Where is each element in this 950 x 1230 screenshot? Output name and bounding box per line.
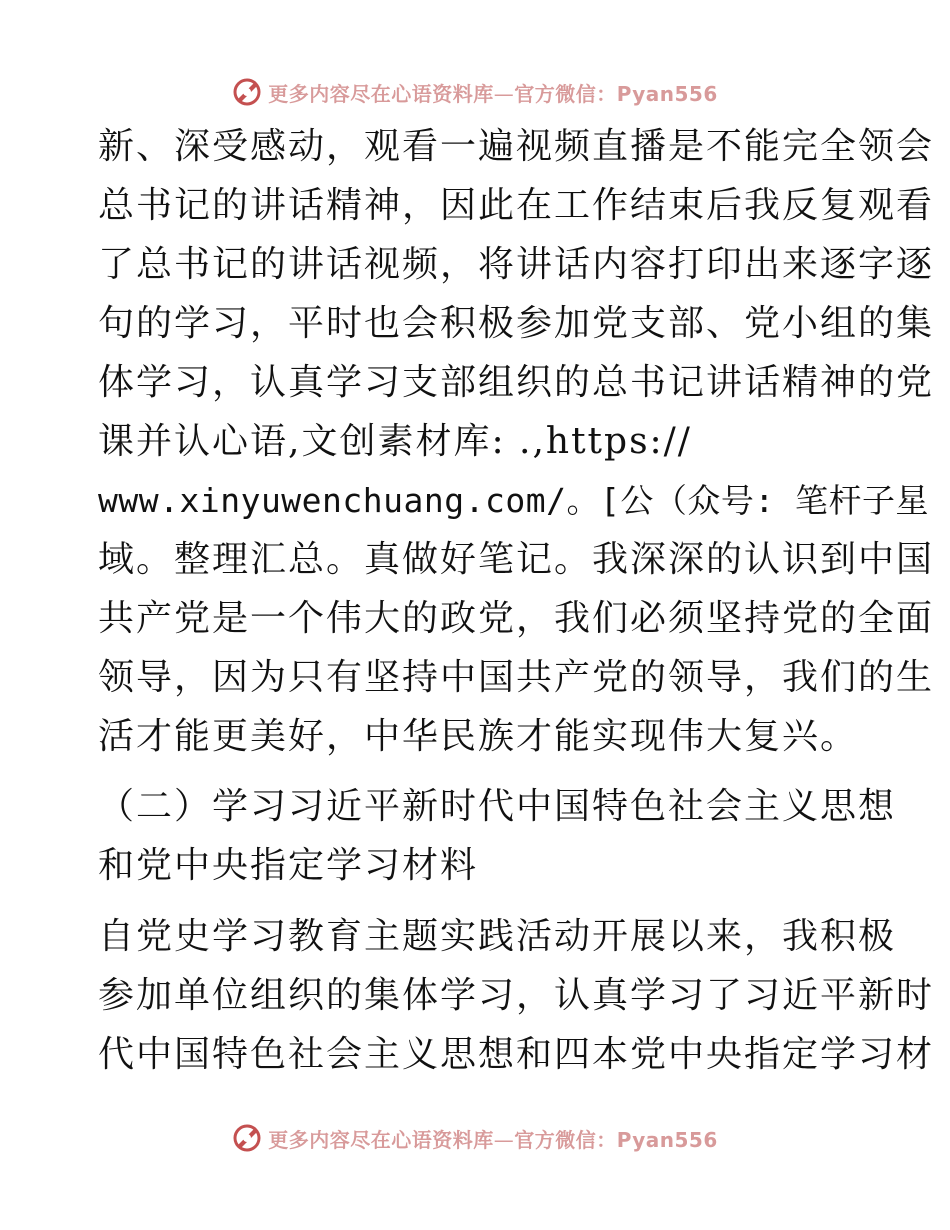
text-line-url: www.xinyuwenchuang.com/。[公（众号: 笔杆子星 (98, 481, 930, 520)
text-line: 域。整理汇总。真做好笔记。我深深的认识到中国 (98, 539, 935, 580)
text-line: 参加单位组织的集体学习，认真学习了习近平新时 (98, 975, 935, 1016)
text-line: 活才能更美好，中华民族才能实现伟大复兴。 (98, 716, 859, 757)
watermark-text: 更多内容尽在心语资料库—官方微信：Pyan556 (268, 81, 718, 106)
text-line: 了总书记的讲话视频，将讲话内容打印出来逐字逐 (98, 244, 935, 285)
section-heading-cont: 和党中央指定学习材料 (98, 845, 479, 886)
text-line: 总书记的讲话精神，因此在工作结束后我反复观看 (98, 185, 935, 226)
footer-watermark (0, 1118, 950, 1158)
text-line: 自党史学习教育主题实践活动开展以来，我积极 (98, 916, 897, 957)
text-line: 句的学习，平时也会积极参加党支部、党小组的集 (98, 303, 935, 344)
text-line: 共产党是一个伟大的政党，我们必须坚持党的全面 (98, 598, 935, 639)
section-heading: （二）学习习近平新时代中国特色社会主义思想 (98, 786, 897, 827)
text-line: 课并认心语,文创素材库: .,https:// (98, 421, 692, 462)
text-line: 新、深受感动，观看一遍视频直播是不能完全领会 (98, 126, 935, 167)
text-line: 领导，因为只有坚持中国共产党的领导，我们的生 (98, 657, 935, 698)
logo-icon (232, 1123, 262, 1153)
logo-icon (232, 77, 262, 107)
text-line: 体学习，认真学习支部组织的总书记讲话精神的党 (98, 362, 935, 403)
watermark-text: 更多内容尽在心语资料库—官方微信：Pyan556 (268, 1127, 718, 1152)
text-line: 代中国特色社会主义思想和四本党中央指定学习材 (98, 1034, 935, 1075)
header-watermark (0, 72, 950, 112)
